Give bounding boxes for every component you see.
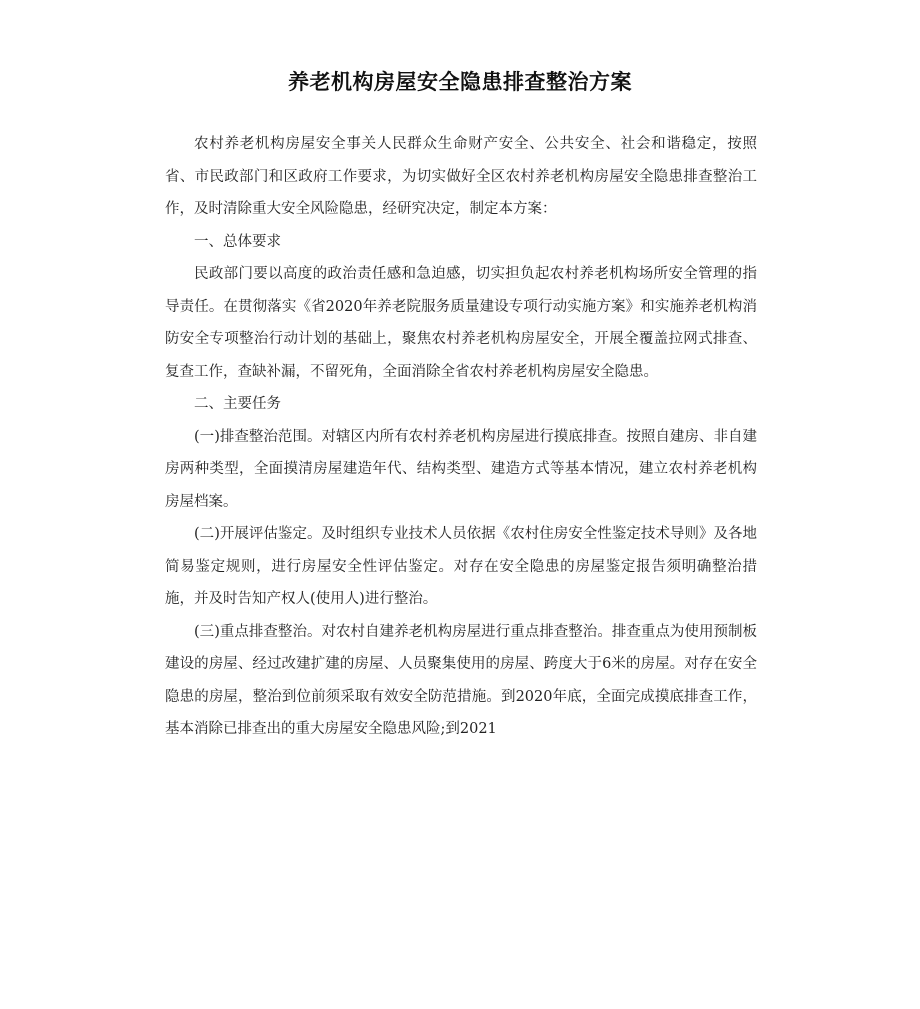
task-paragraph-scope: (一)排查整治范围。对辖区内所有农村养老机构房屋进行摸底排查。按照自建房、非自建房两种类型，全面摸清房屋建造年代、结构类型、建造方式等基本情况，建立农村养老机构房屋档案。: [165, 428, 757, 510]
section-heading-main-tasks: 二、主要任务: [194, 396, 281, 412]
general-requirements-paragraph: 民政部门要以高度的政治责任感和急迫感，切实担负起农村养老机构场所安全管理的指导责任。在贯彻落实《省2020年养老院服务质量建设专项行动实施方案》和实施养老机构消防安全专项整治行动计划的基础上，聚焦农村养老机构房屋安全，开展全覆盖拉网式排查、复查工作，查缺补漏，不留死角，全面消除全省农村养老机构房屋安全隐患。: [165, 266, 757, 380]
intro-paragraph: 农村养老机构房屋安全事关人民群众生命财产安全、公共安全、社会和谐稳定，按照省、市民政部门和区政府工作要求，为切实做好全区农村养老机构房屋安全隐患排查整治工作，及时清除重大安全风险隐患，经研究决定，制定本方案：: [165, 136, 757, 217]
document-title: 养老机构房屋安全隐患排查整治方案: [288, 70, 632, 94]
document-body: [165, 128, 757, 746]
task-paragraph-assessment: (二)开展评估鉴定。及时组织专业技术人员依据《农村住房安全性鉴定技术导则》及各地简易鉴定规则，进行房屋安全性评估鉴定。对存在安全隐患的房屋鉴定报告须明确整治措施，并及时告知产权人(使用人)进行整治。: [165, 526, 757, 607]
task-paragraph-key-rectification: (三)重点排查整治。对农村自建养老机构房屋进行重点排查整治。排查重点为使用预制板建设的房屋、经过改建扩建的房屋、人员聚集使用的房屋、跨度大于6米的房屋。对存在安全隐患的房屋，整治到位前须采取有效安全防范措施。到2020年底，全面完成摸底排查工作，基本消除已排查出的重大房屋安全隐患风险;到2021: [165, 623, 757, 737]
section-heading-general-requirements: 一、总体要求: [194, 233, 281, 250]
